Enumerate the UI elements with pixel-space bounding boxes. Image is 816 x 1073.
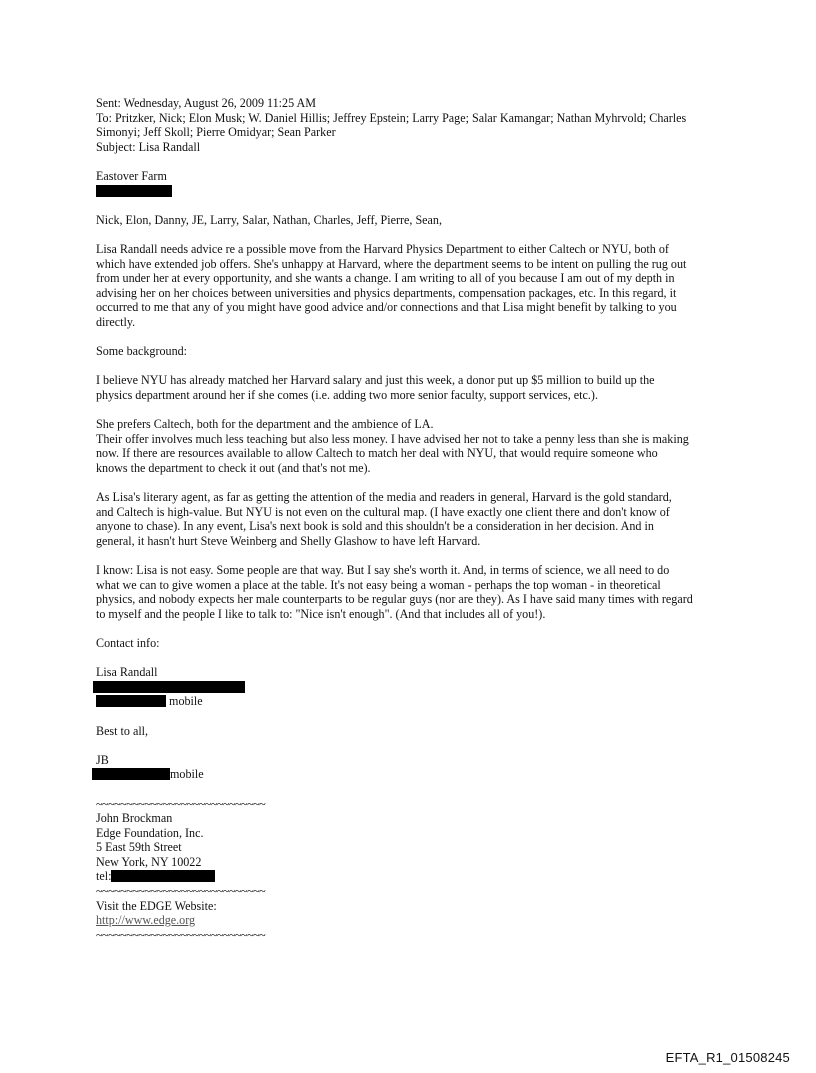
contact-name: Lisa Randall [96, 665, 158, 680]
mobile-label: mobile [170, 767, 204, 782]
paragraph-line: directly. [96, 314, 136, 329]
signature-street: 5 East 59th Street [96, 840, 182, 855]
signature-name: John Brockman [96, 811, 173, 826]
mobile-label: mobile [169, 694, 203, 709]
redaction-box [93, 681, 245, 693]
paragraph-line: anyone to chase). In any event, Lisa's next book is sold and this shouldn't be a consideration in her decision. And in [96, 519, 654, 534]
closing: Best to all, [96, 723, 149, 738]
edge-website-link[interactable]: http://www.edge.org [96, 913, 196, 928]
paragraph-line: what we can to give women a place at the table. It's not easy being a woman - perhaps the top woman - in theoretical [96, 577, 661, 592]
paragraph-line: physics, and nobody expects her male counterparts to be regular guys (nor are they). As I have said many times with regard [96, 592, 693, 607]
paragraph-line: general, it hasn't hurt Steve Weinberg and Shelly Glashow to have left Harvard. [96, 533, 481, 548]
paragraph-line: now. If there are resources available to allow Caltech to match her deal with NYU, that would require someone who [96, 446, 658, 461]
paragraph-line: which have extended job offers. She's unhappy at Harvard, where the department seems to be intent on pulling the rug out [96, 256, 687, 271]
signature-tel-line [96, 869, 726, 884]
subject-line: Subject: Lisa Randall [96, 139, 201, 154]
paragraph-line: advising her on her choices between universities and physics departments, compensation packages, etc. In this regard, it [96, 285, 677, 300]
signoff-mobile-line [96, 767, 726, 782]
paragraph-1 [96, 242, 726, 330]
paragraph-line: She prefers Caltech, both for the department and the ambience of LA. [96, 417, 434, 432]
location-line: Eastover Farm [96, 168, 167, 183]
visit-label: Visit the EDGE Website: [96, 898, 217, 913]
paragraph-line: As Lisa's literary agent, as far as getting the attention of the media and readers in general, Harvard is the gold standard, [96, 490, 672, 505]
paragraph-3 [96, 373, 726, 402]
paragraph-line: Their offer involves much less teaching but also less money. I have advised her not to take a penny less than she is making [96, 431, 689, 446]
contact-mobile-line [96, 694, 726, 709]
redaction-box [96, 185, 172, 197]
salutation: Nick, Elon, Danny, JE, Larry, Salar, Nathan, Charles, Jeff, Pierre, Sean, [96, 212, 442, 227]
redaction-box [92, 768, 170, 780]
sent-line: Sent: Wednesday, August 26, 2009 11:25 AM [96, 96, 316, 110]
paragraph-2: Some background: [96, 344, 188, 359]
paragraph-line: to myself and the people I like to talk to: "Nice isn't enough". (And that includes all of you!). [96, 606, 546, 621]
paragraph-line: from under her at every opportunity, and she wants a change. I am writing to all of you because I am out of my depth in [96, 271, 675, 286]
signature-divider: ~~~~~~~~~~~~~~~~~~~~~~~~~~~~ [96, 927, 266, 942]
paragraph-line: knows the department to check it out (and that's not me). [96, 460, 371, 475]
contact-redacted-line [96, 680, 726, 695]
document-id: EFTA_R1_01508245 [665, 1050, 790, 1065]
paragraph-5 [96, 490, 726, 548]
paragraph-line: and Caltech is high-value. But NYU is not even on the cultural map. (I have exactly one client there and don't know of [96, 504, 670, 519]
paragraph-line: occurred to me that any of you might have good advice and/or connections and that Lisa might benefit by talking to you [96, 300, 677, 315]
paragraph-6 [96, 563, 726, 621]
paragraph-line: physics department around her if she comes (i.e. adding two more senior faculty, support services, etc.). [96, 387, 598, 402]
email-body [96, 96, 726, 942]
tel-label: tel: [96, 869, 112, 884]
edge-website-link-row [96, 913, 726, 928]
contact-label: Contact info: [96, 635, 160, 650]
to-line-1: To: Pritzker, Nick; Elon Musk; W. Daniel Hillis; Jeffrey Epstein; Larry Page; Salar Kamangar; Nathan Myhrvold; Charles [96, 110, 687, 125]
paragraph-line: Lisa Randall needs advice re a possible move from the Harvard Physics Department to either Caltech or NYU, both of [96, 241, 669, 256]
redaction-box [111, 870, 215, 882]
to-line-2: Simonyi; Jeff Skoll; Pierre Omidyar; Sean Parker [96, 125, 336, 140]
paragraph-line: I believe NYU has already matched her Harvard salary and just this week, a donor put up $5 million to build up the [96, 373, 655, 388]
signature-divider: ~~~~~~~~~~~~~~~~~~~~~~~~~~~~ [96, 884, 266, 899]
signoff-initials: JB [96, 752, 109, 767]
paragraph-4 [96, 417, 726, 475]
redaction-box [96, 695, 166, 707]
signature-org: Edge Foundation, Inc. [96, 825, 204, 840]
redacted-line [96, 184, 726, 199]
paragraph-line: I know: Lisa is not easy. Some people are that way. But I say she's worth it. And, in terms of science, we all need to do [96, 563, 670, 577]
signature-city: New York, NY 10022 [96, 854, 202, 869]
signature-divider: ~~~~~~~~~~~~~~~~~~~~~~~~~~~~ [96, 796, 266, 811]
